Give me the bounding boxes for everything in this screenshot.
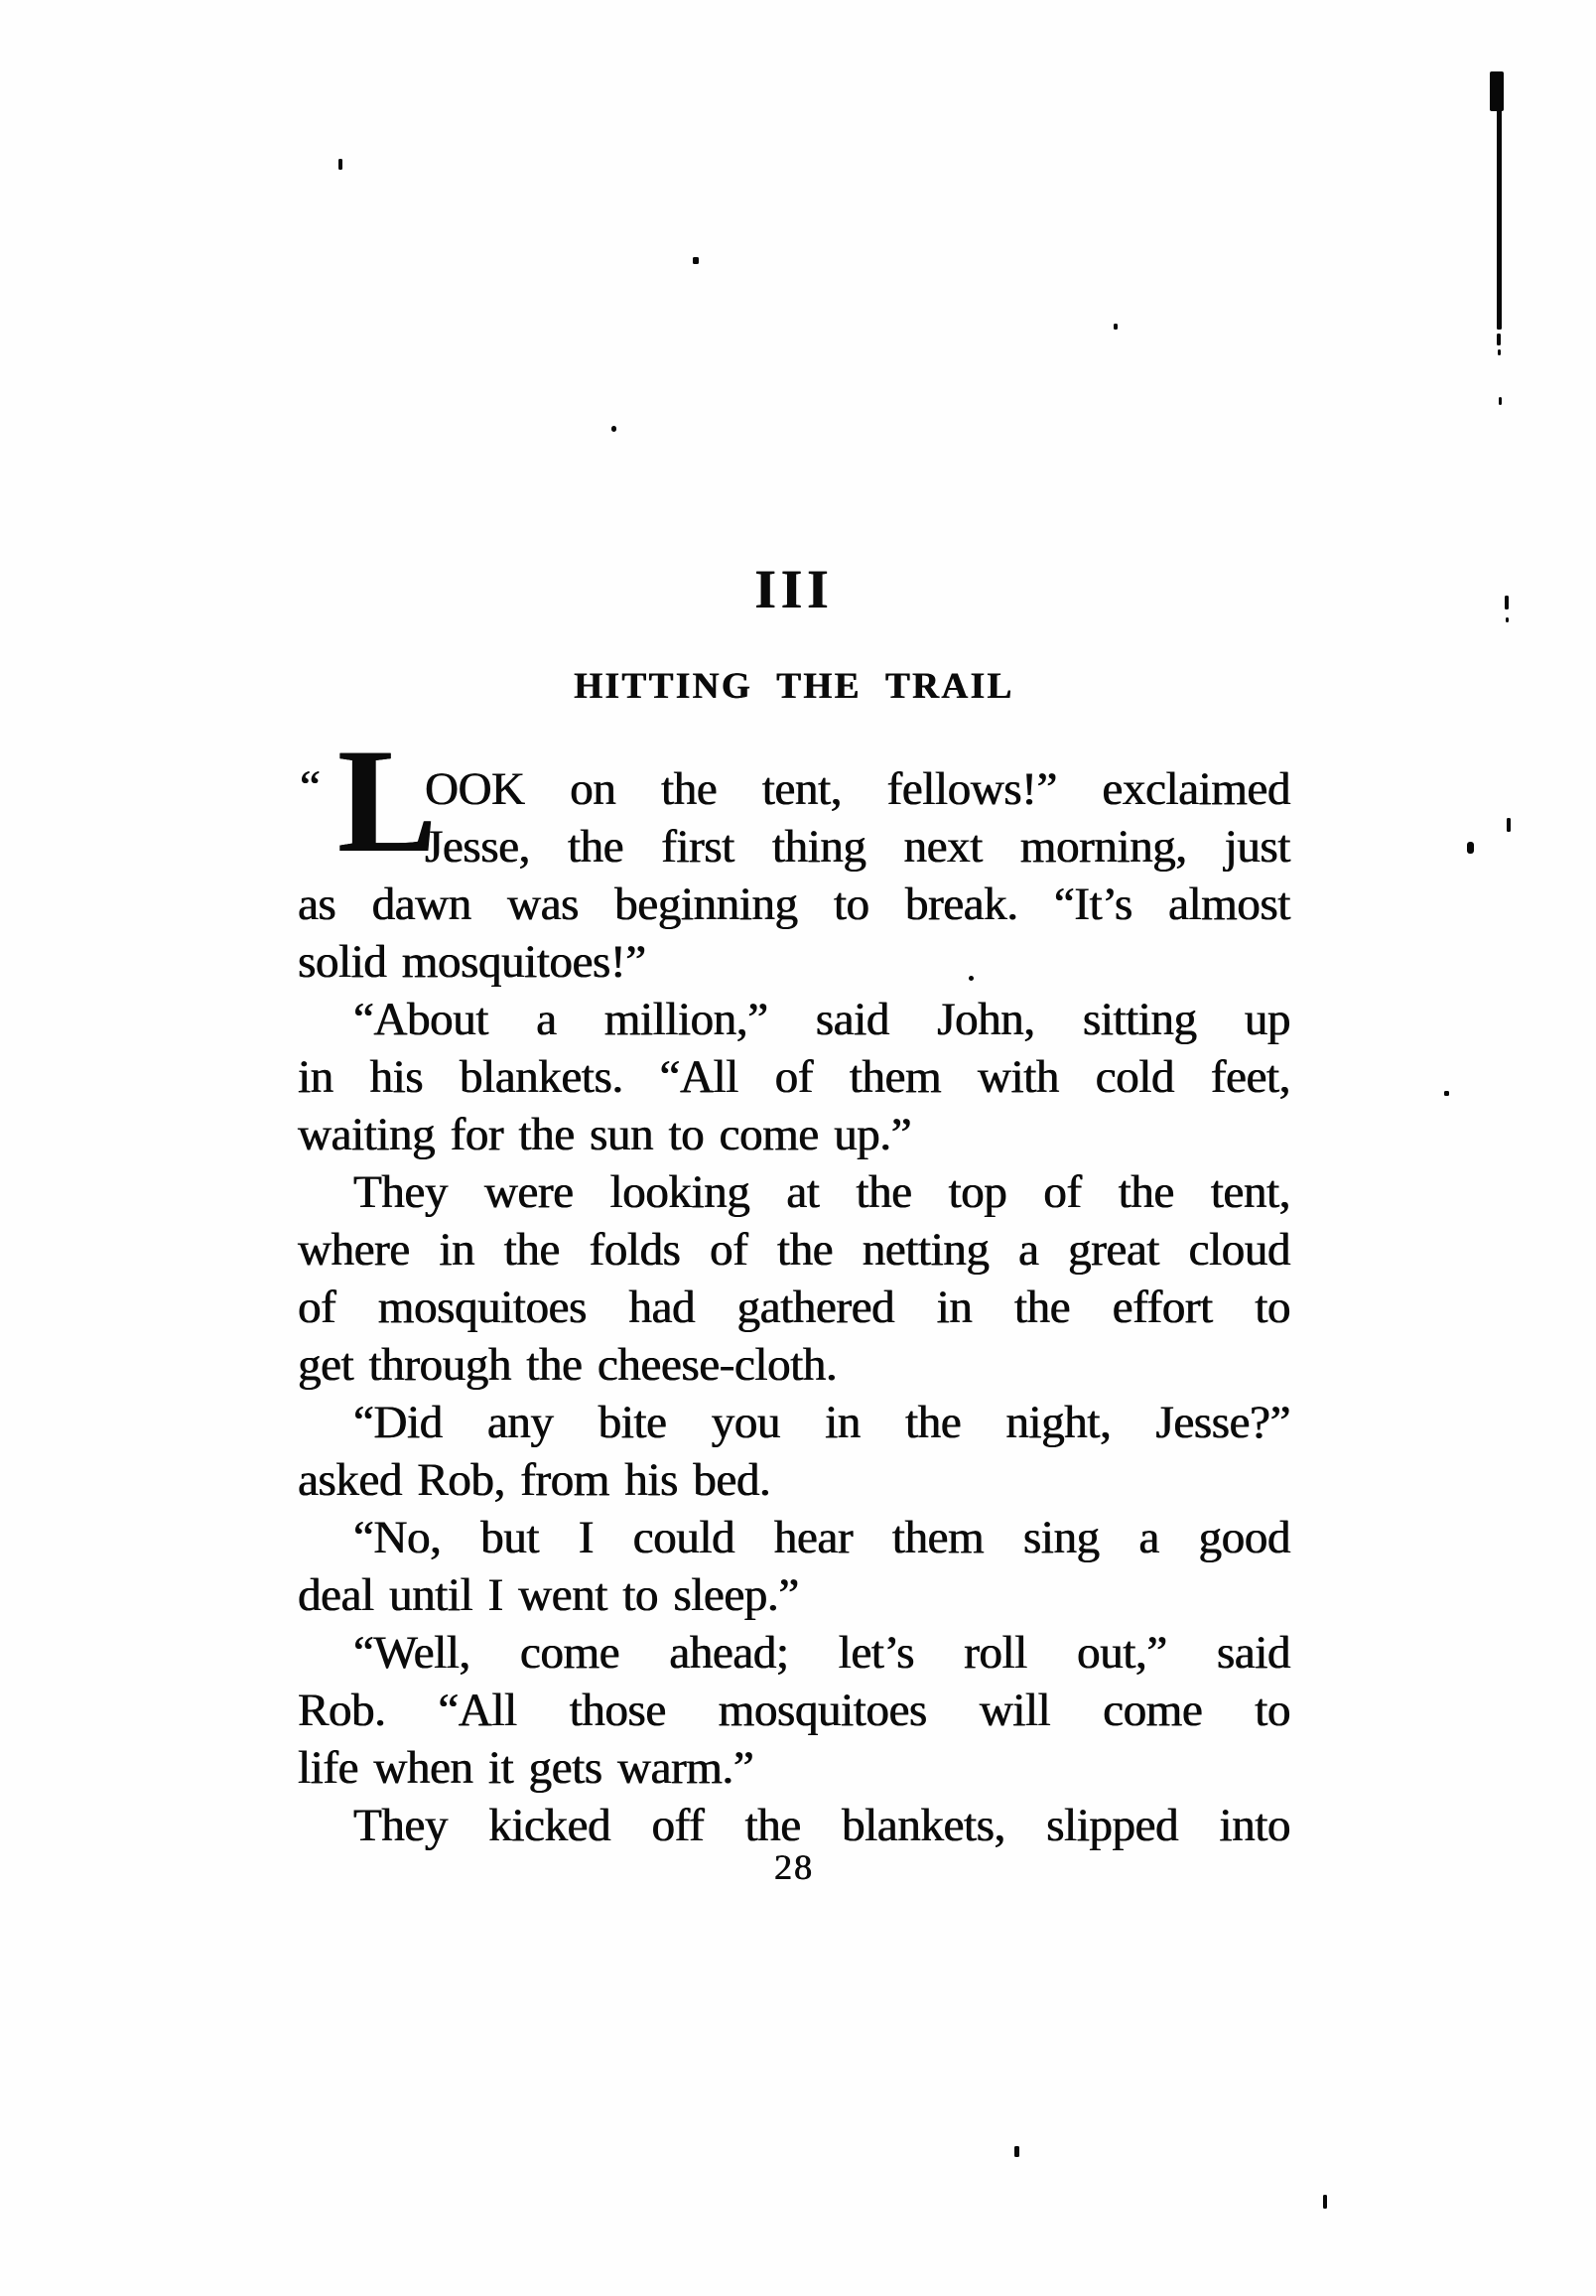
scan-artifact-speck	[338, 159, 342, 170]
scan-artifact-speck	[1505, 596, 1509, 609]
scan-artifact-dash	[1497, 334, 1501, 345]
text-line: waiting for the sun to come up.”	[298, 1109, 912, 1160]
scan-artifact-line	[1497, 71, 1502, 330]
text-line: where in the folds of the netting a great cloud	[298, 1224, 1290, 1276]
scan-artifact-speck	[1507, 818, 1511, 832]
text-line: Rob. “All those mosquitoes will come to	[298, 1685, 1290, 1736]
body-text	[298, 719, 1290, 1854]
text-line: in his blankets. “All of them with cold feet,	[298, 1051, 1290, 1103]
scan-artifact-speck	[1499, 397, 1502, 405]
scan-artifact-speck	[1444, 1091, 1449, 1096]
text-line: “Did any bite you in the night, Jesse?”	[353, 1397, 1290, 1448]
drop-cap-open-quote: “	[300, 761, 321, 813]
scan-artifact-speck	[693, 257, 699, 264]
text-line: They were looking at the top of the tent,	[353, 1166, 1290, 1218]
text-line: They kicked off the blankets, slipped into	[353, 1800, 1290, 1851]
scan-artifact-speck	[611, 426, 616, 432]
text-line: “About a million,” said John, sitting up	[353, 994, 1290, 1045]
text-line: life when it gets warm.”	[298, 1742, 754, 1794]
scan-artifact-speck	[1467, 842, 1474, 854]
drop-cap	[298, 719, 437, 883]
text-line: “Well, come ahead; let’s roll out,” said	[353, 1627, 1290, 1679]
text-line: “No, but I could hear them sing a good	[353, 1512, 1290, 1563]
text-line: as dawn was beginning to break. “It’s almost	[298, 878, 1290, 930]
text-line: OOK on the tent, fellows!” exclaimed	[425, 763, 1290, 815]
chapter-title: HITTING THE TRAIL	[574, 666, 1014, 707]
text-line: Jesse, the first thing next morning, just	[425, 821, 1290, 873]
scan-artifact-speck	[1323, 2195, 1327, 2209]
scan-artifact-speck	[1014, 2146, 1019, 2157]
text-line: of mosquitoes had gathered in the effort to	[298, 1282, 1290, 1333]
scan-artifact-dash	[1498, 349, 1501, 355]
text-line: solid mosquitoes!”	[298, 936, 646, 988]
scan-artifact-speck	[969, 976, 974, 981]
page-number: 28	[774, 1847, 814, 1887]
text-line: deal until I went to sleep.”	[298, 1569, 799, 1621]
scan-artifact-speck	[1114, 324, 1118, 330]
drop-cap-letter: L	[337, 719, 437, 883]
scan-artifact-speck	[1506, 617, 1509, 622]
text-line: get through the cheese-cloth.	[298, 1339, 838, 1391]
text-line: asked Rob, from his bed.	[298, 1454, 771, 1506]
chapter-number: III	[754, 559, 834, 619]
